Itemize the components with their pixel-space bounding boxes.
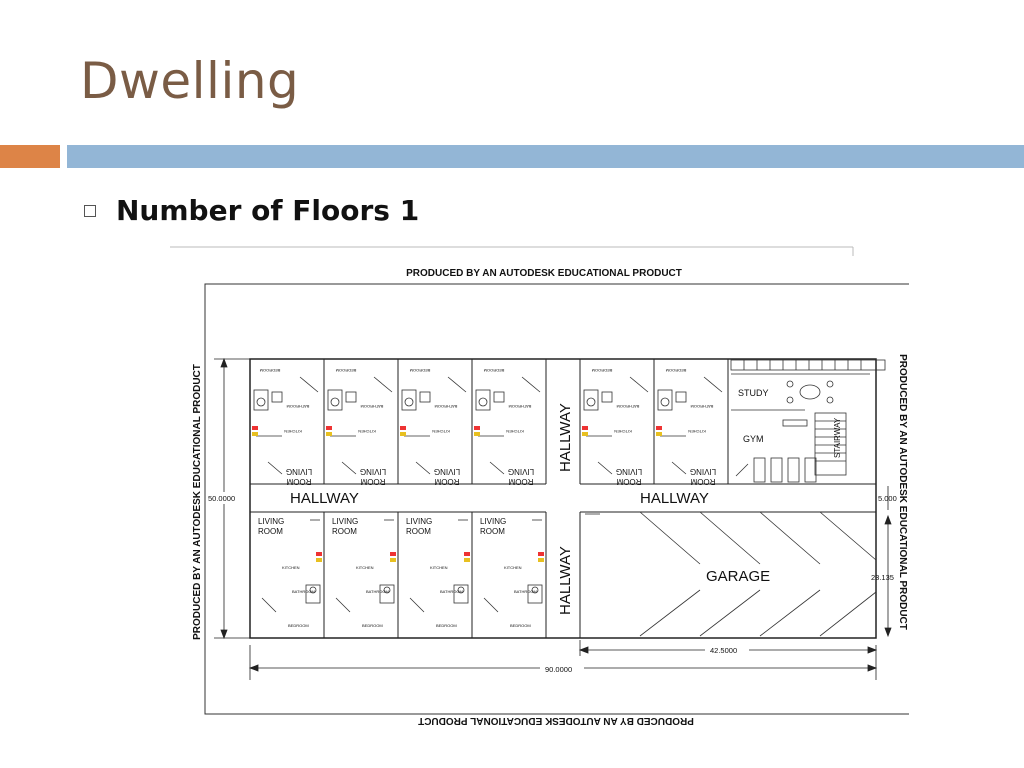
- gym-label: GYM: [743, 434, 764, 444]
- living-room-label: ROOM: [286, 477, 312, 486]
- bathroom-label: BATHROOM: [508, 404, 532, 409]
- bullet-text: Number of Floors 1: [116, 194, 420, 227]
- bathroom-label: BATHROOM: [434, 404, 458, 409]
- living-room-label: LIVING: [359, 467, 387, 476]
- bedroom-label: BEDROOM: [510, 623, 531, 628]
- hallway-label: HALLWAY: [557, 546, 574, 615]
- bathroom-label: BATHROOM: [690, 404, 714, 409]
- bathroom-label: BATHROOM: [360, 404, 384, 409]
- bathroom-label: BATHROOM: [514, 589, 537, 594]
- dimension-hall-width: 5.000: [878, 494, 897, 503]
- bedroom-label: BEDROOM: [259, 368, 281, 373]
- living-room-label: ROOM: [332, 527, 357, 536]
- living-room-label: ROOM: [616, 477, 642, 486]
- kitchen-label: KITCHEN: [432, 429, 450, 434]
- study-label: STUDY: [738, 388, 769, 398]
- bedroom-label: BEDROOM: [591, 368, 613, 373]
- kitchen-label: KITCHEN: [430, 565, 448, 570]
- living-room-label: LIVING: [689, 467, 717, 476]
- kitchen-label: KITCHEN: [356, 565, 374, 570]
- living-room-label: LIVING: [258, 517, 285, 526]
- kitchen-label: KITCHEN: [358, 429, 376, 434]
- living-room-label: LIVING: [480, 517, 507, 526]
- dimension-garage-depth: 23.135: [871, 573, 894, 582]
- slide-title: Dwelling: [80, 52, 300, 110]
- hallway-label: HALLWAY: [290, 490, 359, 507]
- bathroom-label: BATHROOM: [292, 589, 315, 594]
- kitchen-label: KITCHEN: [614, 429, 632, 434]
- bedroom-label: BEDROOM: [483, 368, 505, 373]
- bathroom-label: BATHROOM: [440, 589, 463, 594]
- bathroom-label: BATHROOM: [286, 404, 310, 409]
- watermark-right: PRODUCED BY AN AUTODESK EDUCATIONAL PRODUCT: [897, 354, 908, 630]
- living-room-label: ROOM: [406, 527, 431, 536]
- bathroom-label: BATHROOM: [616, 404, 640, 409]
- living-room-label: LIVING: [507, 467, 535, 476]
- dimension-garage-width: 42.5000: [710, 646, 738, 655]
- living-room-label: ROOM: [508, 477, 534, 486]
- living-room-label: ROOM: [480, 527, 505, 536]
- kitchen-label: KITCHEN: [506, 429, 524, 434]
- watermark-bottom: PRODUCED BY AN AUTODESK EDUCATIONAL PRODUCT: [418, 715, 694, 726]
- kitchen-label: KITCHEN: [688, 429, 706, 434]
- living-room-label: ROOM: [360, 477, 386, 486]
- living-room-label: ROOM: [258, 527, 283, 536]
- bedroom-label: BEDROOM: [362, 623, 383, 628]
- bedroom-label: BEDROOM: [288, 623, 309, 628]
- garage-label: GARAGE: [706, 568, 771, 585]
- stairway-label: STAIRWAY: [833, 417, 842, 458]
- bedroom-label: BEDROOM: [436, 623, 457, 628]
- bedroom-label: BEDROOM: [665, 368, 687, 373]
- living-room-label: LIVING: [615, 467, 643, 476]
- bedroom-label: BEDROOM: [335, 368, 357, 373]
- kitchen-label: KITCHEN: [284, 429, 302, 434]
- watermark-left: PRODUCED BY AN AUTODESK EDUCATIONAL PRODUCT: [192, 364, 203, 640]
- kitchen-label: KITCHEN: [504, 565, 522, 570]
- dimension-width: 90.0000: [545, 665, 573, 674]
- living-room-label: ROOM: [690, 477, 716, 486]
- living-room-label: LIVING: [406, 517, 433, 526]
- living-room-label: ROOM: [434, 477, 460, 486]
- living-room-label: LIVING: [332, 517, 359, 526]
- kitchen-label: KITCHEN: [282, 565, 300, 570]
- bathroom-label: BATHROOM: [366, 589, 389, 594]
- dimension-height: 50.0000: [208, 494, 236, 503]
- hallway-label: HALLWAY: [557, 403, 574, 472]
- hallway-label: HALLWAY: [640, 490, 709, 507]
- living-room-label: LIVING: [285, 467, 313, 476]
- living-room-label: LIVING: [433, 467, 461, 476]
- bedroom-label: BEDROOM: [409, 368, 431, 373]
- watermark-top: PRODUCED BY AN AUTODESK EDUCATIONAL PRODUCT: [406, 268, 682, 279]
